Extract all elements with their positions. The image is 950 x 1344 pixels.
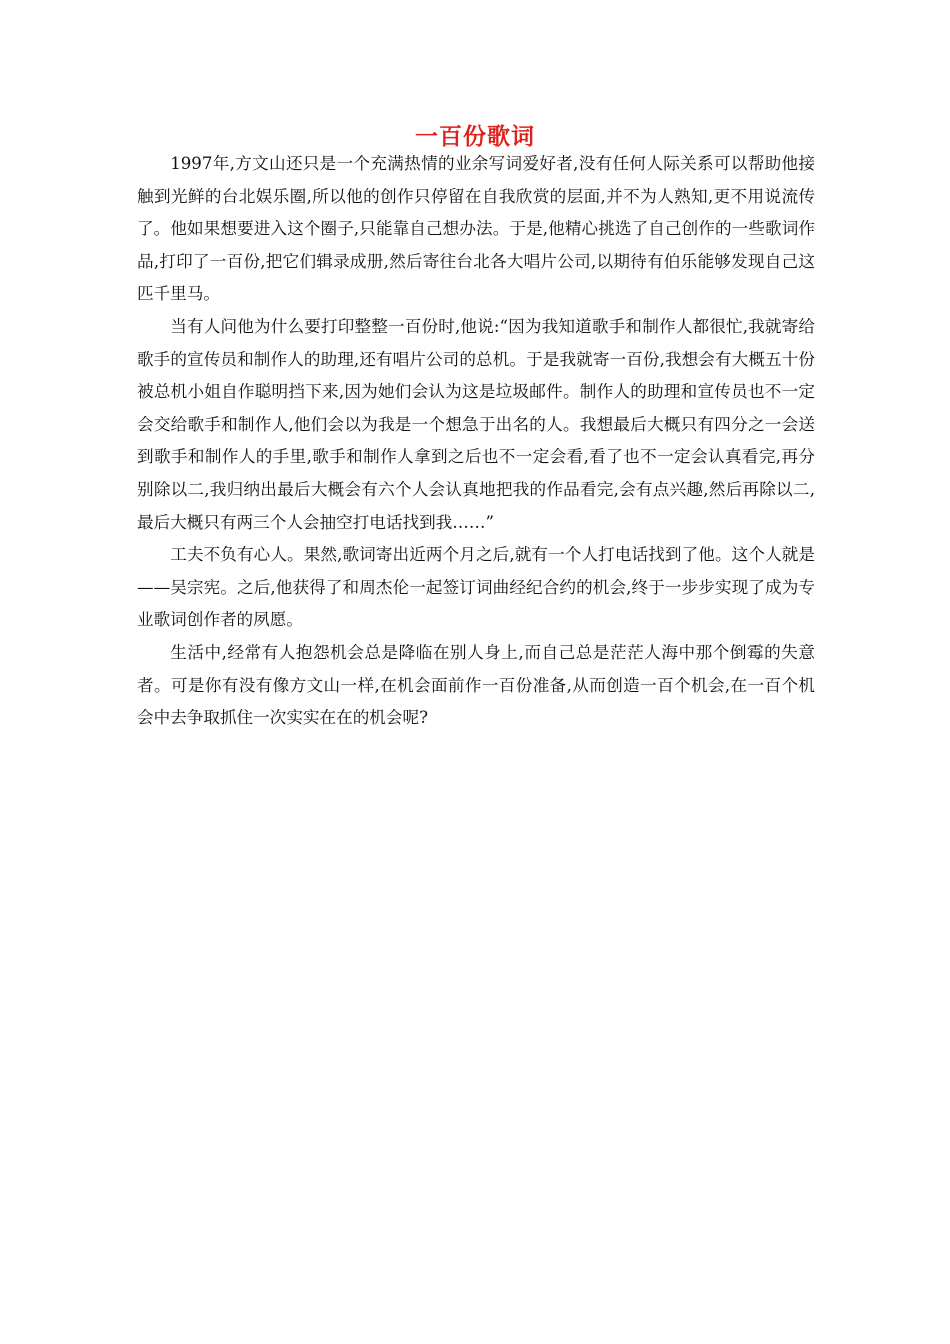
paragraph-4: 生活中,经常有人抱怨机会总是降临在别人身上,而自己总是茫茫人海中那个倒霉的失意者。可是你有没有像方文山一样,在机会面前作一百份准备,从而创造一百个机会,在一百个机会中去争取抓住一次实实在在的机会呢? [137,642,815,728]
paragraph-1: 1997年,方文山还只是一个充满热情的业余写词爱好者,没有任何人际关系可以帮助他接触到光鲜的台北娱乐圈,所以他的创作只停留在自我欣赏的层面,并不为人熟知,更不用说流传了。他如果想要进入这个圈子,只能靠自己想办法。于是,他精心挑选了自己创作的一些歌词作品,打印了一百份,把它们辑录成册,然后寄往台北各大唱片公司,以期待有伯乐能够发现自己这匹千里马。 [137,154,815,304]
article-body [137,148,815,735]
paragraph-3: 工夫不负有心人。果然,歌词寄出近两个月之后,就有一个人打电话找到了他。这个人就是——吴宗宪。之后,他获得了和周杰伦一起签订词曲经纪合约的机会,终于一步步实现了成为专业歌词创作者的夙愿。 [137,545,815,630]
paragraph-2: 当有人问他为什么要打印整整一百份时,他说:“因为我知道歌手和制作人都很忙,我就寄给歌手的宣传员和制作人的助理,还有唱片公司的总机。于是我就寄一百份,我想会有大概五十份被总机小姐自作聪明挡下来,因为她们会认为这是垃圾邮件。制作人的助理和宣传员也不一定会交给歌手和制作人,他们会以为我是一个想急于出名的人。我想最后大概只有四分之一会送到歌手和制作人的手里,歌手和制作人拿到之后也不一定会看,看了也不一定会认真看完,再分别除以二,我归纳出最后大概会有六个人会认真地把我的作品看完,会有点兴趣,然后再除以二,最后大概只有两三个人会抽空打电话找到我……” [137,316,815,532]
article-title: 一百份歌词 [415,123,535,150]
